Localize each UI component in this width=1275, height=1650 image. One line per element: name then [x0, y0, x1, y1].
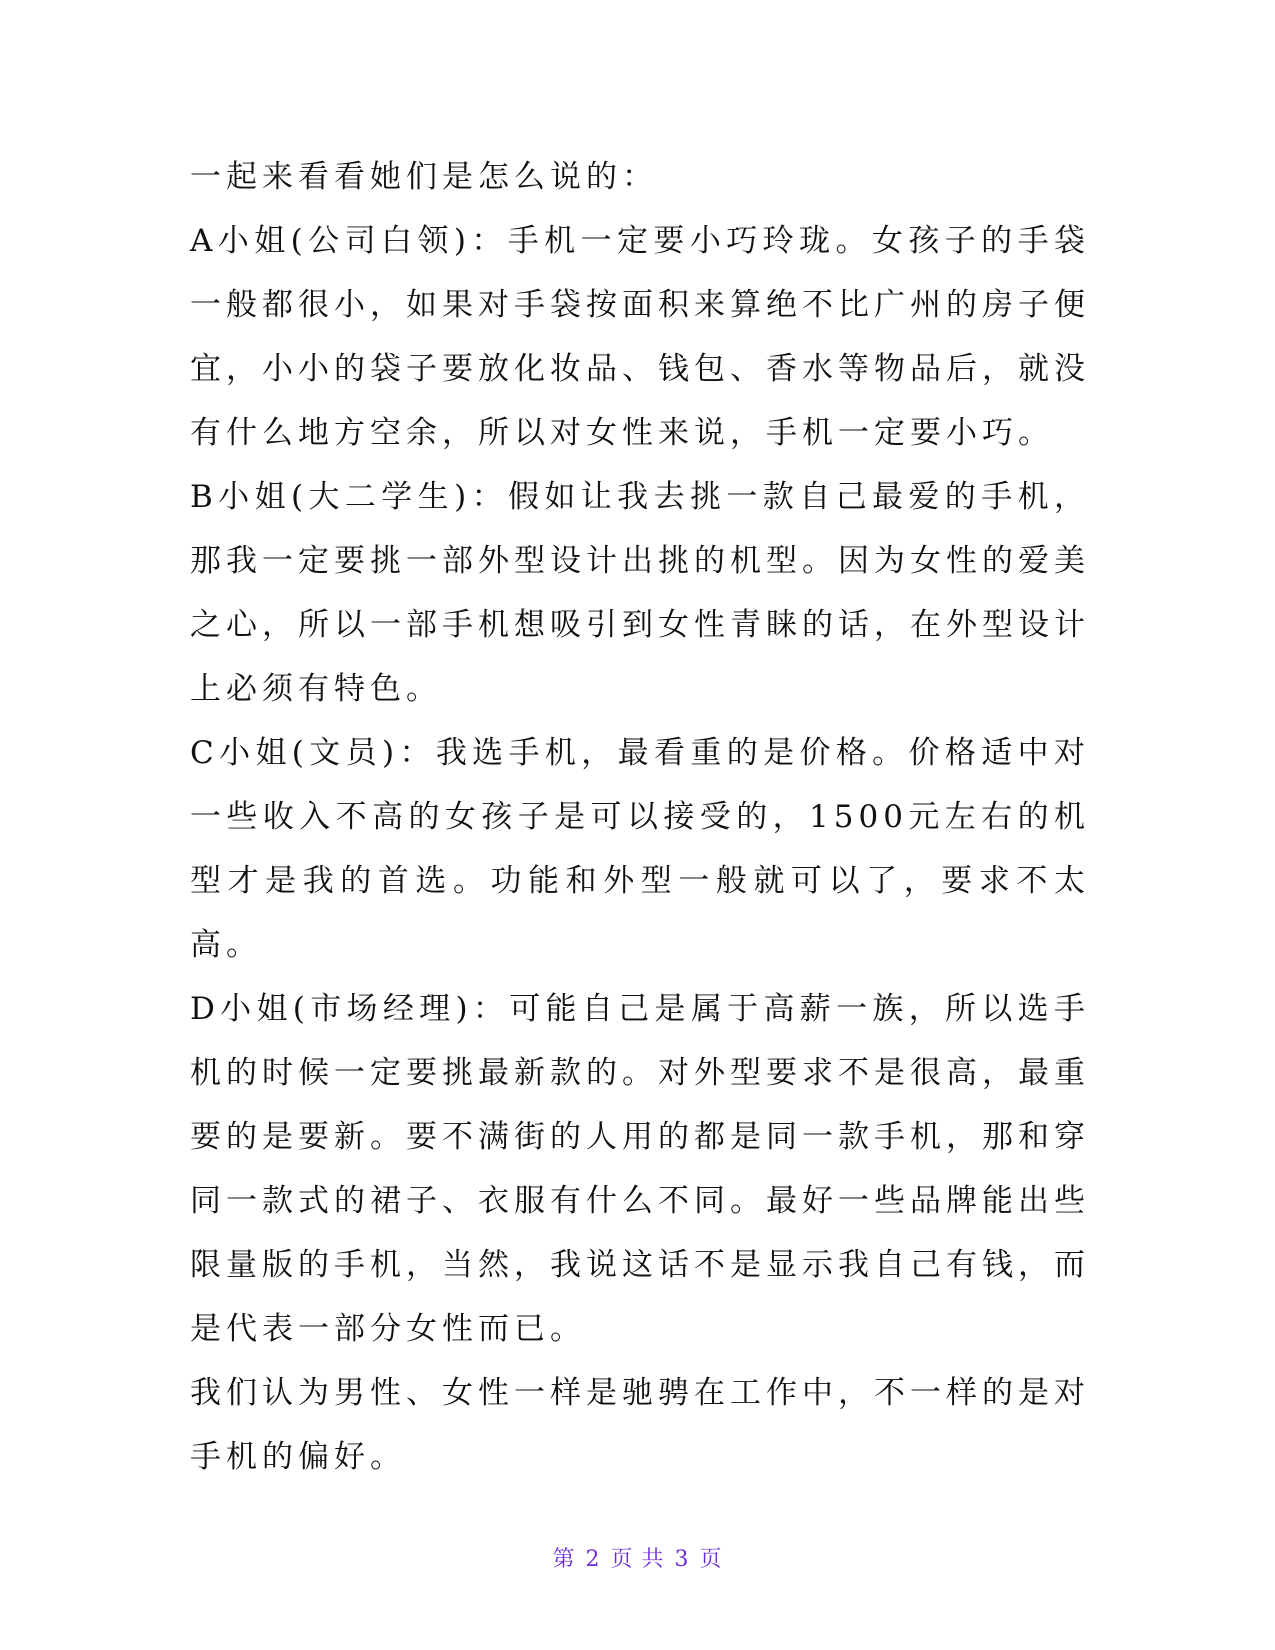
footer-total-pages: 3: [674, 1547, 690, 1572]
paragraph-intro: 一起来看看她们是怎么说的：: [190, 159, 658, 195]
document-body: [190, 145, 1090, 1489]
paragraph-miss-b: B小姐(大二学生)：假如让我去挑一款自己最爱的手机，那我一定要挑一部外型设计出挑的机型。因为女性的爱美之心，所以一部手机想吸引到女性青睐的话，在外型设计上必须有特色。: [190, 479, 1090, 707]
footer-suffix: 页: [699, 1547, 723, 1572]
paragraph-miss-a: A小姐(公司白领)：手机一定要小巧玲珑。女孩子的手袋一般都很小，如果对手袋按面积来算绝不比广州的房子便宜，小小的袋子要放化妆品、钱包、香水等物品后，就没有什么地方空余，所以对女性来说，手机一定要小巧。: [190, 223, 1090, 451]
paragraph-miss-d: D小姐(市场经理)：可能自己是属于高薪一族，所以选手机的时候一定要挑最新款的。对外型要求不是很高，最重要的是要新。要不满街的人用的都是同一款手机，那和穿同一款式的裙子、衣服有什么不同。最好一些品牌能出些限量版的手机，当然，我说这话不是显示我自己有钱，而是代表一部分女性而已。: [190, 991, 1090, 1347]
footer-middle: 页 共: [610, 1547, 665, 1572]
paragraph-conclusion: 我们认为男性、女性一样是驰骋在工作中，不一样的是对手机的偏好。: [190, 1375, 1090, 1475]
page-footer: [0, 1545, 1275, 1575]
footer-page-number: 2: [585, 1547, 601, 1572]
paragraph-miss-c: C小姐(文员)：我选手机，最看重的是价格。价格适中对一些收入不高的女孩子是可以接受的，1500元左右的机型才是我的首选。功能和外型一般就可以了，要求不太高。: [190, 735, 1090, 963]
footer-prefix: 第: [552, 1547, 576, 1572]
